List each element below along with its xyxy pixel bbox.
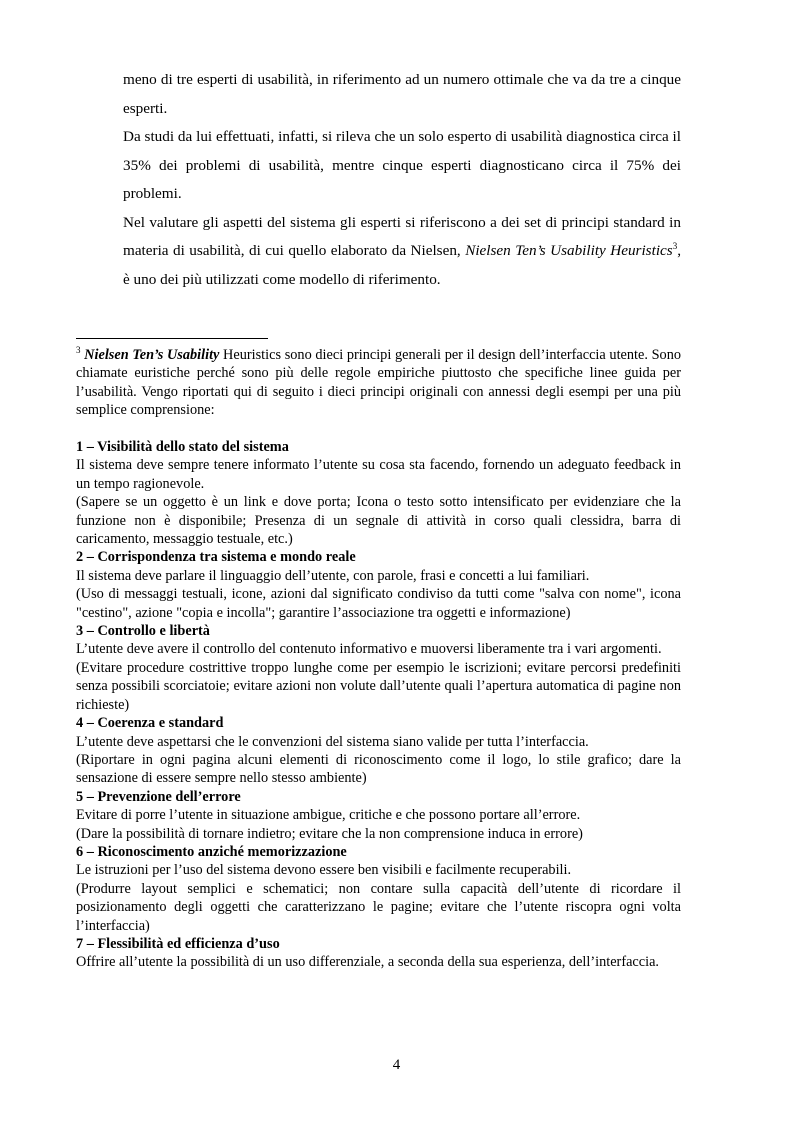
principle-heading: 3 – Controllo e libertà — [76, 623, 210, 640]
principle-heading: 6 – Riconoscimento anziché memorizzazione — [76, 843, 347, 860]
footnote-intro-text: Heuristics sono dieci principi generali per il design dell’interfaccia utente. Sono chiamate euristiche perché sono più delle regole empiriche piuttosto che specifiche linee guida per l’usabilità. Vengo riportati qui di seguito i dieci principi originali con annessi degli esempi per una più semplice comprensione: — [76, 347, 681, 419]
principle-heading: 1 – Visibilità dello stato del sistema — [76, 439, 289, 456]
page-number: 4 — [392, 1057, 401, 1073]
principle-heading: 4 – Coerenza e standard — [76, 715, 224, 732]
footnote-title: Nielsen Ten’s Usability — [84, 347, 220, 363]
paragraph-3-end: , è uno dei più utilizzati come modello di riferimento. — [123, 242, 681, 288]
principle-text: Evitare di porre l’utente in situazione ambigue, critiche e che possono portare all’errore. — [76, 807, 581, 824]
principle-heading: 7 – Flessibilità ed efficienza d’uso — [76, 935, 280, 952]
principle-example: (Sapere se un oggetto è un link e dove porta; Icona o testo sotto intensificato per evidenziare che la funzione non è disponibile; Presenza di un segnale di attività in corso quali clessidra, barra di caricamento, messaggio testuale, etc.) — [76, 494, 681, 548]
principle-example: (Dare la possibilità di tornare indietro; evitare che la non comprensione induca in errore) — [76, 825, 583, 842]
principle-heading: 2 – Corrispondenza tra sistema e mondo reale — [76, 549, 356, 566]
heuristics-title: Nielsen Ten’s Usability Heuristics — [465, 242, 673, 259]
footnote — [76, 346, 681, 972]
footnote-intro — [76, 346, 681, 420]
footnote-separator — [76, 338, 268, 339]
principle-text: L’utente deve avere il controllo del contenuto informativo e muoversi liberamente tra i vari argomenti. — [76, 641, 662, 658]
principle-heading: 5 – Prevenzione dell’errore — [76, 788, 241, 805]
footnote-reference[interactable]: 3 — [672, 240, 678, 251]
paragraph-1: meno di tre esperti di usabilità, in riferimento ad un numero ottimale che va da tre a cinque esperti. — [123, 71, 681, 117]
principle-text: Il sistema deve sempre tenere informato l’utente su cosa sta facendo, fornendo un adeguato feedback in un tempo ragionevole. — [76, 457, 681, 492]
principle-text: L’utente deve aspettarsi che le convenzioni del sistema siano valide per tutta l’interfaccia. — [76, 733, 589, 750]
principle-text: Il sistema deve parlare il linguaggio dell’utente, con parole, frasi e concetti a lui familiari. — [76, 567, 590, 584]
principle-example: (Riportare in ogni pagina alcuni elementi di riconoscimento come il logo, lo stile grafico; dare la sensazione di essere sempre nello stesso ambiente) — [76, 751, 681, 787]
paragraph-3 — [123, 209, 681, 295]
principle-text: Le istruzioni per l’uso del sistema devono essere ben visibili e facilmente recuperabili. — [76, 862, 572, 879]
paragraph-3-text: Nel valutare gli aspetti del sistema gli esperti si riferiscono a dei set di principi standard in materia di usabilità, di cui quello elaborato da Nielsen, — [123, 213, 681, 259]
footnote-marker: 3 — [76, 345, 81, 356]
principle-example: (Produrre layout semplici e schematici; non contare sulla capacità dell’utente di ricordare il posizionamento degli oggetti che caratterizzano le pagine; evitare che l’utente riscopra ogni volta l’interfaccia) — [76, 880, 681, 934]
main-text — [123, 66, 681, 294]
principle-example: (Evitare procedure costrittive troppo lunghe come per esempio le iscrizioni; evitare percorsi predefiniti senza possibili scorciatoie; evitare azioni non volute dall’utente quali l’apertura automatica di pagine non richieste) — [76, 659, 681, 713]
paragraph-2: Da studi da lui effettuati, infatti, si rileva che un solo esperto di usabilità diagnostica circa il 35% dei problemi di usabilità, mentre cinque esperti diagnosticano circa il 75% dei problemi. — [123, 128, 681, 202]
principle-text: Offrire all’utente la possibilità di un uso differenziale, a seconda della sua esperienza, dell’interfaccia. — [76, 954, 660, 971]
principle-example: (Uso di messaggi testuali, icone, azioni dal significato condiviso da tutti come "salva con nome", icona "cestino", azione "copia e incolla"; garantire l’associazione tra oggetti e informazione) — [76, 586, 681, 621]
